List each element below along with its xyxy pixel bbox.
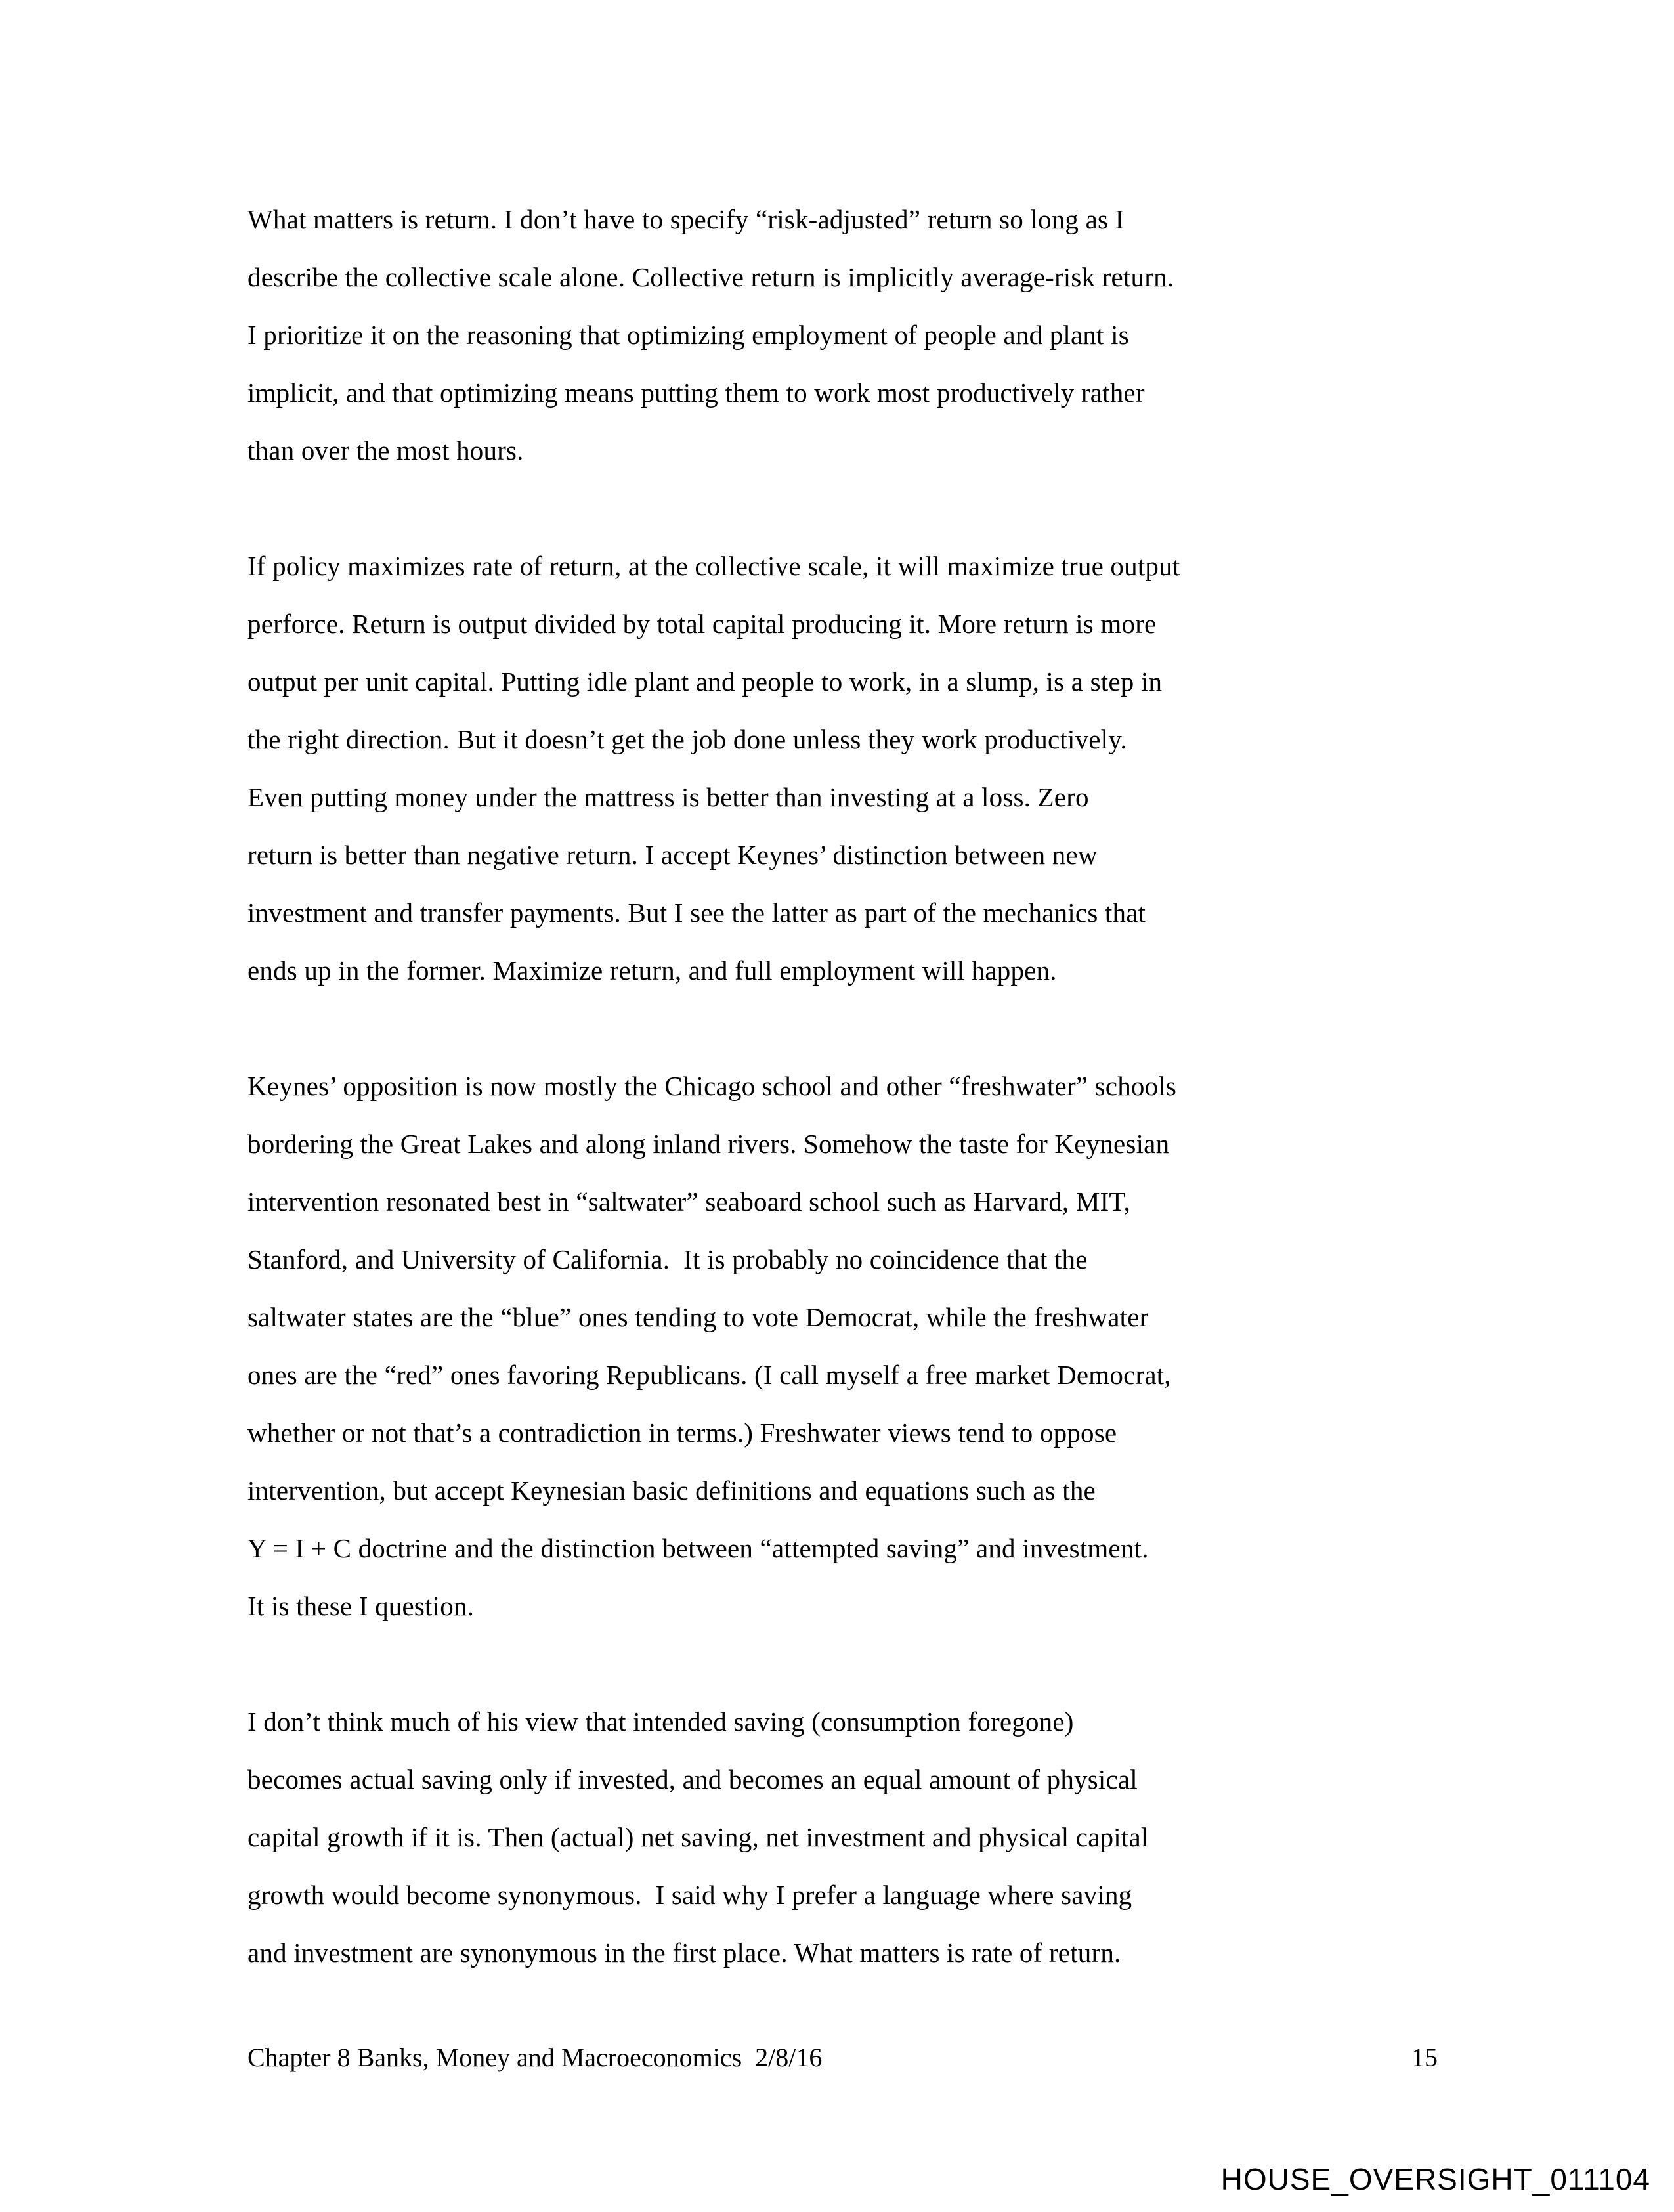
text-line: I don’t think much of his view that intended saving (consumption foregone) [247, 1706, 1074, 1737]
text-line: Even putting money under the mattress is better than investing at a loss. Zero [247, 782, 1089, 812]
text-line: Stanford, and University of California. It is probably no coincidence that the [247, 1244, 1088, 1274]
text-line: output per unit capital. Putting idle plant and people to work, in a slump, is a step in [247, 666, 1163, 697]
text-line: implicit, and that optimizing means putting them to work most productively rather [247, 378, 1145, 408]
text-line: than over the most hours. [247, 435, 524, 466]
text-line: ones are the “red” ones favoring Republicans. (I call myself a free market Democrat, [247, 1360, 1171, 1390]
body-text [247, 190, 1429, 2039]
page-footer [247, 2038, 1438, 2077]
text-line: If policy maximizes rate of return, at the collective scale, it will maximize true output [247, 551, 1180, 581]
text-line: bordering the Great Lakes and along inland rivers. Somehow the taste for Keynesian [247, 1129, 1170, 1159]
text-line: describe the collective scale alone. Collective return is implicitly average-risk return. [247, 262, 1174, 292]
text-line: What matters is return. I don’t have to specify “risk-adjusted” return so long as I [247, 204, 1125, 234]
text-line: I prioritize it on the reasoning that optimizing employment of people and plant is [247, 320, 1129, 350]
bates-number: HOUSE_OVERSIGHT_011104 [1220, 2162, 1650, 2196]
paragraph [247, 1057, 1429, 1635]
text-line: becomes actual saving only if invested, and becomes an equal amount of physical [247, 1764, 1138, 1794]
text-line: intervention, but accept Keynesian basic definitions and equations such as the [247, 1475, 1096, 1506]
text-line: the right direction. But it doesn’t get the job done unless they work productively. [247, 724, 1127, 754]
text-line: investment and transfer payments. But I see the latter as part of the mechanics that [247, 898, 1146, 928]
text-line: capital growth if it is. Then (actual) net saving, net investment and physical capital [247, 1822, 1149, 1852]
footer-page-number: 15 [1411, 2043, 1438, 2072]
text-line: ends up in the former. Maximize return, and full employment will happen. [247, 955, 1057, 986]
text-line: Y = I + C doctrine and the distinction between “attempted saving” and investment. [247, 1533, 1149, 1563]
text-line: perforce. Return is output divided by total capital producing it. More return is more [247, 609, 1157, 639]
text-line: return is better than negative return. I accept Keynes’ distinction between new [247, 840, 1098, 870]
text-line: whether or not that’s a contradiction in terms.) Freshwater views tend to oppose [247, 1418, 1117, 1448]
text-line: Keynes’ opposition is now mostly the Chicago school and other “freshwater” schools [247, 1071, 1177, 1101]
paragraph [247, 537, 1429, 999]
text-line: saltwater states are the “blue” ones tending to vote Democrat, while the freshwater [247, 1302, 1149, 1332]
text-line: intervention resonated best in “saltwater” seaboard school such as Harvard, MIT, [247, 1186, 1130, 1217]
text-line: and investment are synonymous in the first place. What matters is rate of return. [247, 1938, 1121, 1968]
paragraph [247, 1693, 1429, 1982]
text-line: growth would become synonymous. I said why I prefer a language where saving [247, 1880, 1132, 1910]
text-line: It is these I question. [247, 1591, 475, 1621]
paragraph [247, 190, 1429, 479]
footer-chapter-label: Chapter 8 Banks, Money and Macroeconomics 2/8/16 [247, 2043, 823, 2072]
